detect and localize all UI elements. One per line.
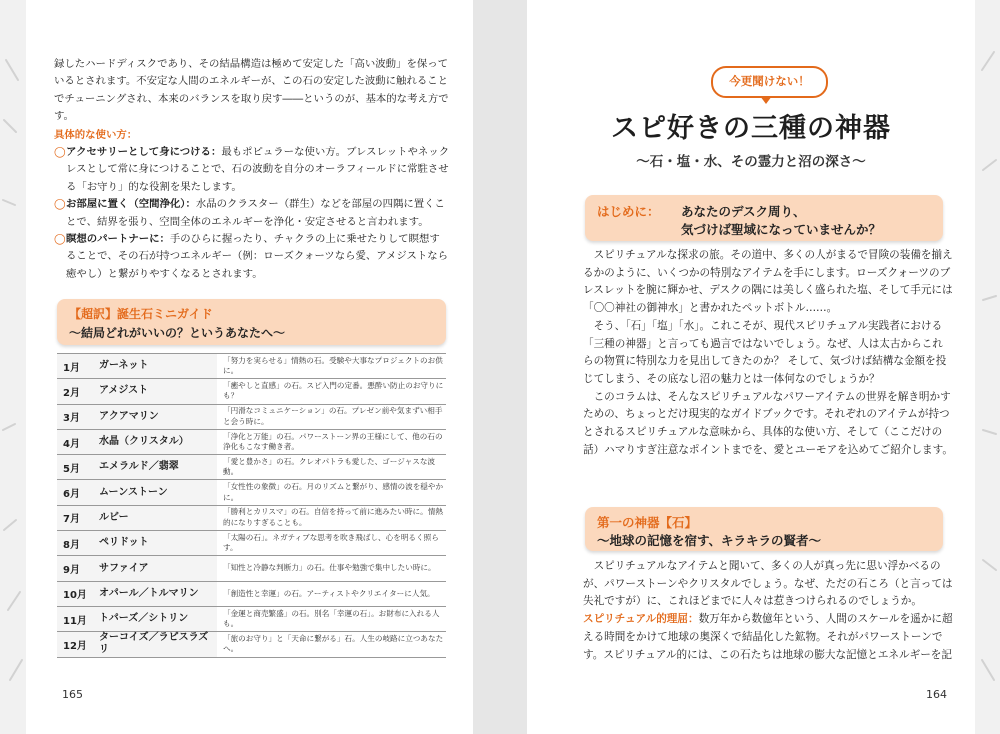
description-cell: 「愛と豊かさ」の石。クレオパトラも愛した、ゴージャスな波動。 <box>217 455 446 480</box>
description-cell: 「女性性の象徴」の石。月のリズムと繋がり、感情の波を穏やかに。 <box>217 480 446 505</box>
table-row <box>57 632 446 657</box>
speech-bubble: 今更聞けない！ <box>711 66 828 98</box>
stone-cell: アメジスト <box>93 379 217 404</box>
principle-label: スピリチュアル的理屈： <box>583 613 699 626</box>
month-cell: 4月 <box>57 429 93 454</box>
month-cell: 3月 <box>57 404 93 429</box>
table-row <box>57 505 446 530</box>
usage-item-text: 手のひらに握ったり、チャクラの上に乗せたりして瞑想することで、その石が持つエネルギー（例：ローズクォーツなら愛、アメジストなら癒やし）と繋がりやすくなるとされます。 <box>66 233 449 280</box>
table-row <box>57 379 446 404</box>
intro-box-line2: 気づけば聖域になっていませんか？ <box>681 222 882 237</box>
body-paragraph: スピリチュアルな探求の旅。その道中、多くの人がまるで冒険の装備を揃えるかのように、いくつかの特別なアイテムを手にします。ローズクォーツのブレスレットを腕に輝かせ、デスクの隅には美しく盛られた塩、そして手元には「〇〇神社の御神水」と書かれたペットボトル……。 <box>583 249 953 315</box>
stone-cell: ルビー <box>93 505 217 530</box>
circle-bullet-icon: ◯ <box>54 233 66 246</box>
description-cell: 「旅のお守り」と「天命に繋がる」石。人生の岐路に立つあなたへ。 <box>217 632 446 657</box>
body-paragraph: そう、「石」「塩」「水」。これこそが、現代スピリチュアル実践者における「三種の神器」と言っても過言ではないでしょう。なぜ、人は太古からこれらの物質に特別な力を見出してきたのか？ そして、気づけば結構な金額を投じてしまう、その底なし沼の魅力とは一体何なのでしょうか？ <box>583 319 947 385</box>
circle-bullet-icon: ◯ <box>54 146 66 159</box>
page-subtitle: 〜石・塩・水、その霊力と沼の深さ〜 <box>636 154 866 170</box>
stone-cell: ターコイズ／ラピスラズリ <box>93 632 217 657</box>
usage-item <box>54 144 450 196</box>
guide-title: 【超訳】誕生石ミニガイド <box>69 307 213 321</box>
speech-bubble-tail <box>760 96 772 104</box>
left-page <box>26 0 473 734</box>
stone-cell: トパーズ／シトリン <box>93 606 217 631</box>
page-number: 165 <box>62 688 83 701</box>
table-row <box>57 429 446 454</box>
month-cell: 1月 <box>57 354 93 379</box>
stone-cell: エメラルド／翡翠 <box>93 455 217 480</box>
page-title: スピ好きの三種の神器 <box>611 113 891 144</box>
stone-cell: アクアマリン <box>93 404 217 429</box>
table-row <box>57 404 446 429</box>
description-cell: 「勝利とカリスマ」の石。自信を持って前に進みたい時に。情熱的になりすぎることも。 <box>217 505 446 530</box>
intro-body <box>583 247 953 459</box>
stone-cell: ムーンストーン <box>93 480 217 505</box>
table-row <box>57 606 446 631</box>
usage-item-text: 水晶のクラスター（群生）などを部屋の四隅に置くことで、結界を張り、空間全体のエネルギーを浄化・安定させると言われます。 <box>66 198 445 228</box>
table-row <box>57 354 446 379</box>
usage-item <box>54 196 450 231</box>
intro-box-label: はじめに： <box>597 204 660 219</box>
month-cell: 2月 <box>57 379 93 404</box>
stone-cell: ペリドット <box>93 531 217 556</box>
section-subtitle: 〜地球の記憶を宿す、キラキラの賢者〜 <box>597 533 822 548</box>
circle-bullet-icon: ◯ <box>54 198 66 211</box>
month-cell: 10月 <box>57 581 93 606</box>
description-cell: 「円滑なコミュニケーション」の石。プレゼン前や気まずい相手と会う時に。 <box>217 404 446 429</box>
left-page-text <box>54 56 450 283</box>
intro-paragraph: 録したハードディスクであり、その結晶構造は極めて安定した「高い波動」を保っているとされます。不安定な人間のエネルギーが、この石の安定した波動に触れることでチューニングされ、本来のバランスを取り戻す――というのが、基本的な考え方です。 <box>54 58 449 123</box>
description-cell: 「金運と商売繁盛」の石。別名「幸運の石」。お財布に入れる人も。 <box>217 606 446 631</box>
birthstone-table <box>57 353 446 658</box>
month-cell: 7月 <box>57 505 93 530</box>
description-cell: 「努力を実らせる」情熱の石。受験や大事なプロジェクトのお供に。 <box>217 354 446 379</box>
table-row <box>57 531 446 556</box>
stone-cell: オパール／トルマリン <box>93 581 217 606</box>
description-cell: 「太陽の石」。ネガティブな思考を吹き飛ばし、心を明るく照らす。 <box>217 531 446 556</box>
principle-paragraph <box>583 611 953 664</box>
principle-text: 数万年から数億年という、人間のスケールを遥かに超える時間をかけて地球の奥深くで結晶化した鉱物。それがパワーストーンです。スピリチュアル的には、この石たちは地球の膨大な記憶とエネルギーを記 <box>583 613 953 661</box>
stone-cell: ガーネット <box>93 354 217 379</box>
section-title: 第一の神器【石】 <box>597 515 698 530</box>
stone-cell: サファイア <box>93 556 217 581</box>
description-cell: 「創造性と幸運」の石。アーティストやクリエイターに人気。 <box>217 581 446 606</box>
usage-item-text: 最もポピュラーな使い方。ブレスレットやネックレスとして常に身につけることで、石の波動を自分のオーラフィールドに常駐させる「お守り」的な役割を果たします。 <box>66 146 450 193</box>
table-row <box>57 556 446 581</box>
body-paragraph: スピリチュアルなアイテムと聞いて、多くの人が真っ先に思い浮かべるのが、パワーストーンやクリスタルでしょう。なぜ、ただの石ころ（と言っては失礼ですが）に、これほどまでに人々は惹きつけられるのでしょうか。 <box>583 560 953 608</box>
month-cell: 9月 <box>57 556 93 581</box>
stone-cell: 水晶（クリスタル） <box>93 429 217 454</box>
table-row <box>57 480 446 505</box>
usage-item-title: お部屋に置く（空間浄化）： <box>66 198 196 211</box>
usage-item <box>54 231 450 283</box>
description-cell: 「癒やしと直感」の石。スピ入門の定番。悪酔い防止のお守りにも？ <box>217 379 446 404</box>
usage-item-title: 瞑想のパートナーに： <box>66 233 170 246</box>
description-cell: 「浄化と万能」の石。パワーストーン界の王様にして、他の石の浄化もこなす働き者。 <box>217 429 446 454</box>
month-cell: 5月 <box>57 455 93 480</box>
birthstone-guide-header <box>57 299 446 345</box>
description-cell: 「知性と冷静な判断力」の石。仕事や勉強で集中したい時に。 <box>217 556 446 581</box>
gutter <box>473 0 527 734</box>
usage-item-title: アクセサリーとして身につける： <box>66 146 222 159</box>
body-paragraph: このコラムは、そんなスピリチュアルなパワーアイテムの世界を解き明かすための、ちょっとだけ現実的なガイドブックです。それぞれのアイテムが持つとされるスピリチュアルな意味から、具体的な使い方、そして（ここだけの話）ハマりすぎ注意なポイントまでを、愛とユーモアを込めてご紹介します。 <box>583 390 953 456</box>
section-header-stone <box>585 507 943 551</box>
table-row <box>57 455 446 480</box>
section-body <box>583 558 953 664</box>
page-number: 164 <box>926 688 947 701</box>
intro-box <box>585 195 943 241</box>
right-page <box>527 0 975 734</box>
month-cell: 12月 <box>57 632 93 657</box>
intro-box-line1: あなたのデスク周り、 <box>681 204 806 219</box>
month-cell: 11月 <box>57 606 93 631</box>
table-row <box>57 581 446 606</box>
usage-heading: 具体的な使い方： <box>54 128 138 141</box>
guide-subtitle: 〜結局どれがいいの？というあなたへ〜 <box>69 326 286 340</box>
month-cell: 8月 <box>57 531 93 556</box>
month-cell: 6月 <box>57 480 93 505</box>
